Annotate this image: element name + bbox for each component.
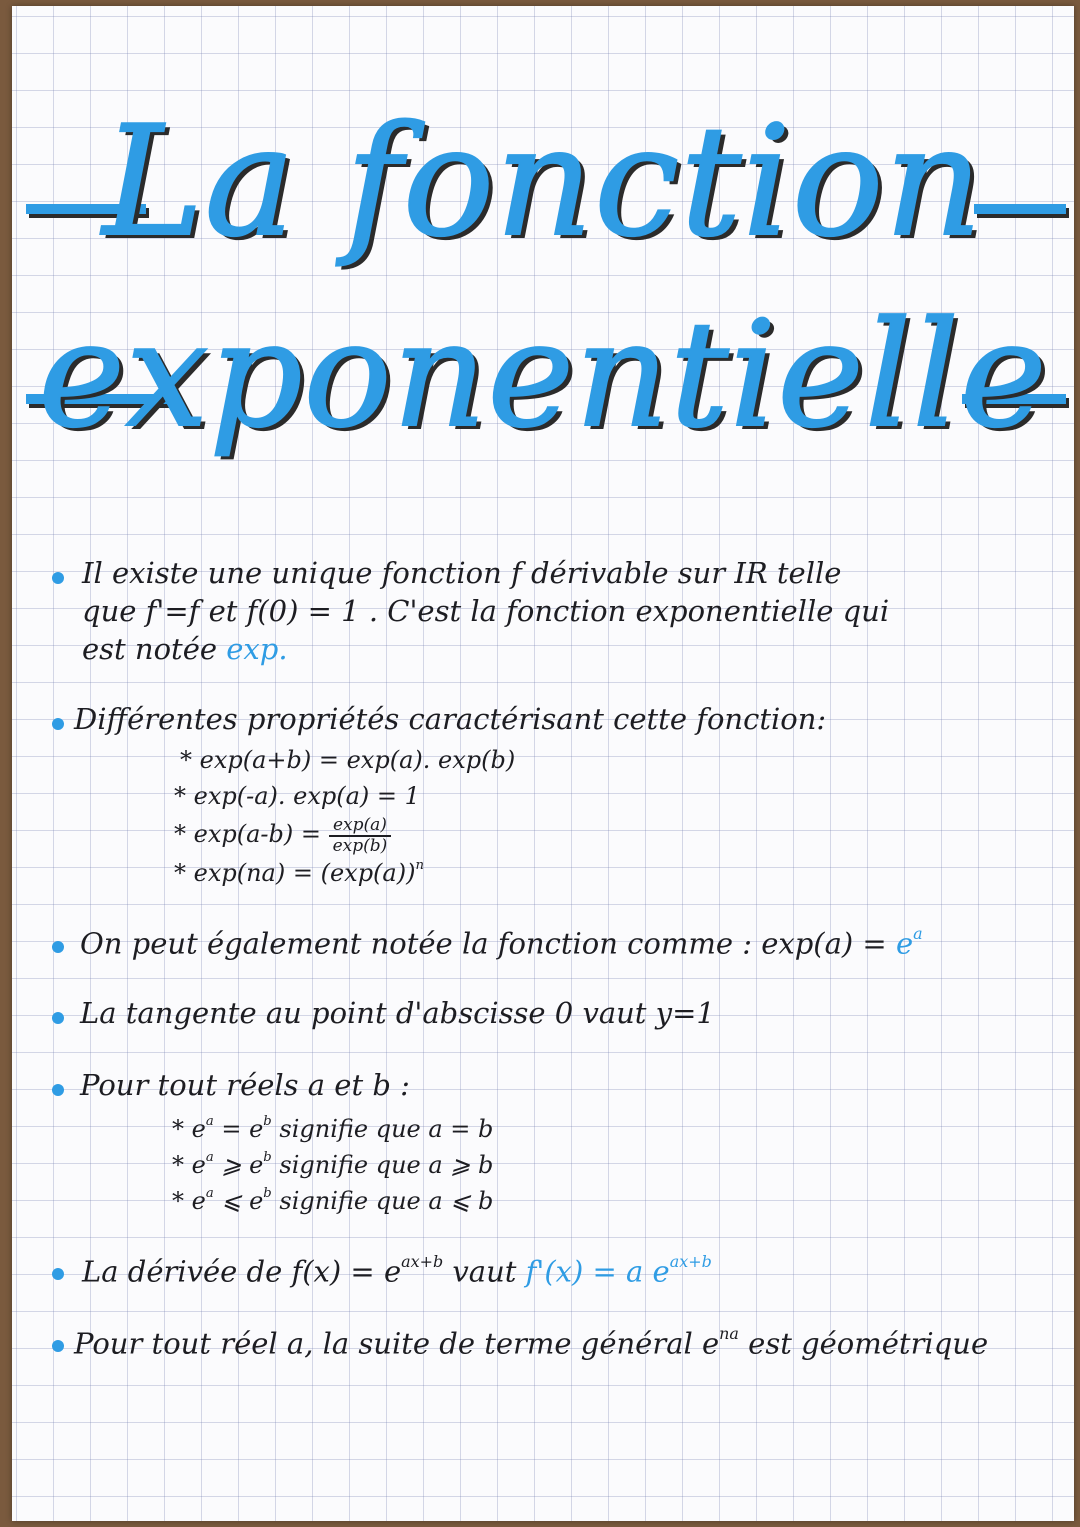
notebook-page <box>12 6 1074 1521</box>
rule-1-mid: = e <box>213 1114 264 1143</box>
fraction-denominator: exp(b) <box>332 835 388 856</box>
property-4-exponent: n <box>415 858 424 873</box>
intro-line-3 <box>82 632 288 667</box>
bullet-dot <box>52 1012 64 1024</box>
rule-3-exp-b: b <box>263 1186 272 1201</box>
rule-1-exp-b: b <box>263 1114 272 1129</box>
intro-text: est notée <box>82 632 227 666</box>
rule-3-exp-a: a <box>205 1186 214 1201</box>
notation-text: On peut également notée la fonction comme : exp(a) = <box>80 926 896 961</box>
property-4-base: * exp(na) = (exp(a)) <box>174 858 416 887</box>
rule-3-mid: ⩽ e <box>213 1186 264 1215</box>
sequence-line <box>74 1324 988 1361</box>
notation-line <box>80 924 923 961</box>
reals-rule-3 <box>172 1186 493 1216</box>
fraction-numerator: exp(a) <box>329 816 392 837</box>
derivative-line <box>82 1252 712 1289</box>
rule-1-right: signifie que a = b <box>271 1114 494 1143</box>
title-line-2: exponentielle <box>38 290 1048 460</box>
bullet-dot <box>52 718 64 730</box>
title-line-1: La fonction <box>102 93 984 270</box>
reals-rule-2 <box>172 1150 493 1180</box>
properties-heading: Différentes propriétés caractérisant cette fonction: <box>74 702 827 736</box>
rule-3-left: * e <box>172 1186 206 1215</box>
property-1: * exp(a+b) = exp(a). exp(b) <box>180 746 516 774</box>
notation-e: e <box>895 926 914 961</box>
derivative-result: f'(x) = a e <box>525 1254 670 1289</box>
rule-2-left: * e <box>172 1150 206 1179</box>
exp-notation: exp. <box>226 632 288 666</box>
property-3-left: * exp(a-b) = <box>174 820 329 849</box>
sequence-text: Pour tout réel a, la suite de terme général e <box>74 1326 720 1361</box>
rule-2-mid: ⩾ e <box>213 1150 264 1179</box>
rule-3-right: signifie que a ⩽ b <box>271 1186 494 1215</box>
derivative-exponent: ax+b <box>401 1252 444 1271</box>
bullet-dot <box>52 1084 64 1096</box>
fraction <box>329 816 392 855</box>
tangent-line: La tangente au point d'abscisse 0 vaut y=1 <box>80 996 715 1030</box>
rule-2-exp-b: b <box>263 1150 272 1165</box>
rule-1-left: * e <box>172 1114 206 1143</box>
bullet-dot <box>52 1340 64 1352</box>
reals-heading: Pour tout réels a et b : <box>80 1068 410 1102</box>
bullet-dot <box>52 572 64 584</box>
derivative-text: La dérivée de f(x) = e <box>82 1254 402 1289</box>
property-2: * exp(-a). exp(a) = 1 <box>174 782 420 810</box>
property-4 <box>174 858 424 888</box>
sequence-end: est géométrique <box>738 1326 989 1361</box>
bullet-dot <box>52 1268 64 1280</box>
bullet-dot <box>52 941 64 953</box>
notation-exponent: a <box>913 924 923 943</box>
rule-2-exp-a: a <box>205 1150 214 1165</box>
property-3 <box>174 816 391 855</box>
reals-rule-1 <box>172 1114 493 1144</box>
derivative-vaut: vaut <box>443 1254 526 1289</box>
rule-1-exp-a: a <box>205 1114 214 1129</box>
rule-2-right: signifie que a ⩾ b <box>271 1150 494 1179</box>
intro-line-1: Il existe une unique fonction f dérivable sur IR telle <box>82 556 842 590</box>
intro-line-2: que f'=f et f(0) = 1 . C'est la fonction exponentielle qui <box>82 594 890 628</box>
derivative-result-exponent: ax+b <box>669 1252 712 1271</box>
sequence-exponent: na <box>719 1324 739 1343</box>
